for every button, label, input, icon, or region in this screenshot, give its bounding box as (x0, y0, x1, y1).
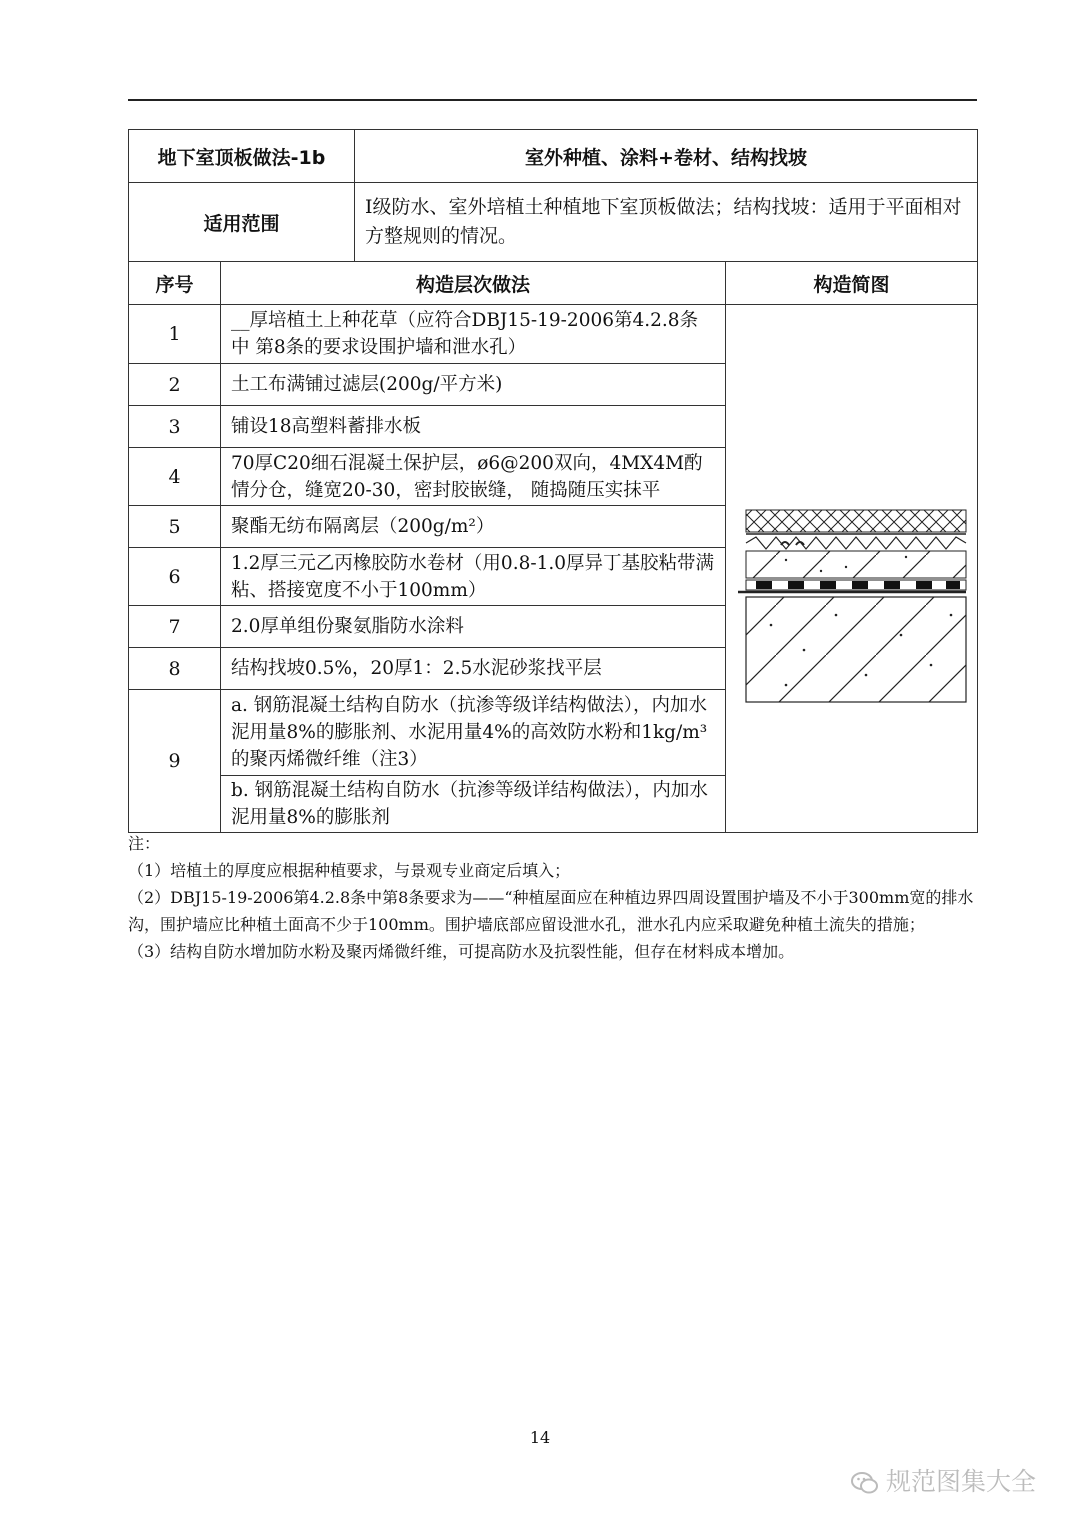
code-title: 室外种植、涂料+卷材、结构找坡 (355, 130, 978, 183)
watermark-text: 规范图集大全 (886, 1467, 1037, 1496)
diagram-cell (726, 305, 978, 833)
code-label: 地下室顶板做法-1b (129, 130, 355, 183)
row-text-b: b. 钢筋混凝土结构自防水（抗渗等级详结构做法），内加水泥用量8%的膨胀剂 (221, 776, 726, 833)
scope-label: 适用范围 (129, 183, 355, 262)
row-no: 8 (129, 648, 221, 690)
page-number: 14 (529, 1428, 551, 1447)
col-header-method: 构造层次做法 (221, 262, 726, 305)
note-item: （3）结构自防水增加防水粉及聚丙烯微纤维，可提高防水及抗裂性能，但存在材料成本增加。 (128, 942, 795, 961)
row-text: 铺设18高塑料蓄排水板 (221, 406, 726, 448)
table-row (129, 305, 978, 364)
section-soil-layer (746, 510, 966, 532)
row-no: 2 (129, 364, 221, 406)
construction-section-diagram (726, 305, 978, 830)
section-protection-layer (746, 551, 966, 578)
row-text: 1.2厚三元乙丙橡胶防水卷材（用0.8-1.0厚异丁基胶粘带满粘、搭接宽度不小于100mm） (221, 548, 726, 606)
row-no: 6 (129, 548, 221, 606)
row-no: 3 (129, 406, 221, 448)
row-text-a: a. 钢筋混凝土结构自防水（抗渗等级详结构做法），内加水泥用量8%的膨胀剂、水泥用量4%的高效防水粉和1kg/m³的聚丙烯微纤维（注3） (221, 690, 726, 776)
col-header-diagram: 构造简图 (726, 262, 978, 305)
row-text: 土工布满铺过滤层(200g/平方米) (221, 364, 726, 406)
header-table (128, 129, 978, 262)
col-header-no: 序号 (129, 262, 221, 305)
row-no: 5 (129, 506, 221, 548)
note-item: （1）培植土的厚度应根据种植要求，与景观专业商定后填入； (128, 861, 571, 880)
section-drainage-board (746, 537, 966, 549)
row-no: 4 (129, 448, 221, 506)
wechat-icon (850, 1470, 880, 1496)
row-text: 结构找坡0.5%，20厚1：2.5水泥砂浆找平层 (221, 648, 726, 690)
row-no: 9 (129, 690, 221, 833)
notes (128, 830, 980, 965)
scope-text: I级防水、室外培植土种植地下室顶板做法；结构找坡：适用于平面相对方整规则的情况。 (355, 183, 978, 262)
row-text: __厚培植土上种花草（应符合DBJ15-19-2006第4.2.8条中 第8条的要求设围护墙和泄水孔） (221, 305, 726, 364)
row-text: 2.0厚单组份聚氨脂防水涂料 (221, 606, 726, 648)
row-text: 聚酯无纺布隔离层（200g/m²） (221, 506, 726, 548)
watermark (850, 1462, 1036, 1498)
header-rule (128, 99, 977, 101)
row-text: 70厚C20细石混凝土保护层，ø6@200双向，4MX4M酌情分仓，缝宽20-30，密封胶嵌缝， 随捣随压实抹平 (221, 448, 726, 506)
section-structural-slab (746, 597, 966, 702)
notes-heading: 注： (128, 834, 161, 853)
row-no: 7 (129, 606, 221, 648)
row-no: 1 (129, 305, 221, 364)
note-item: （2）DBJ15-19-2006第4.2.8条中第8条要求为——“种植屋面应在种植边界四周设置围护墙及不小于300mm宽的排水沟，围护墙应比种植土面高不少于100mm。围护墙底部应留设泄水孔，泄水孔内应采取避免种植土流失的措施； (128, 888, 974, 934)
section-membrane-layer (746, 580, 966, 590)
layers-table (128, 261, 978, 833)
